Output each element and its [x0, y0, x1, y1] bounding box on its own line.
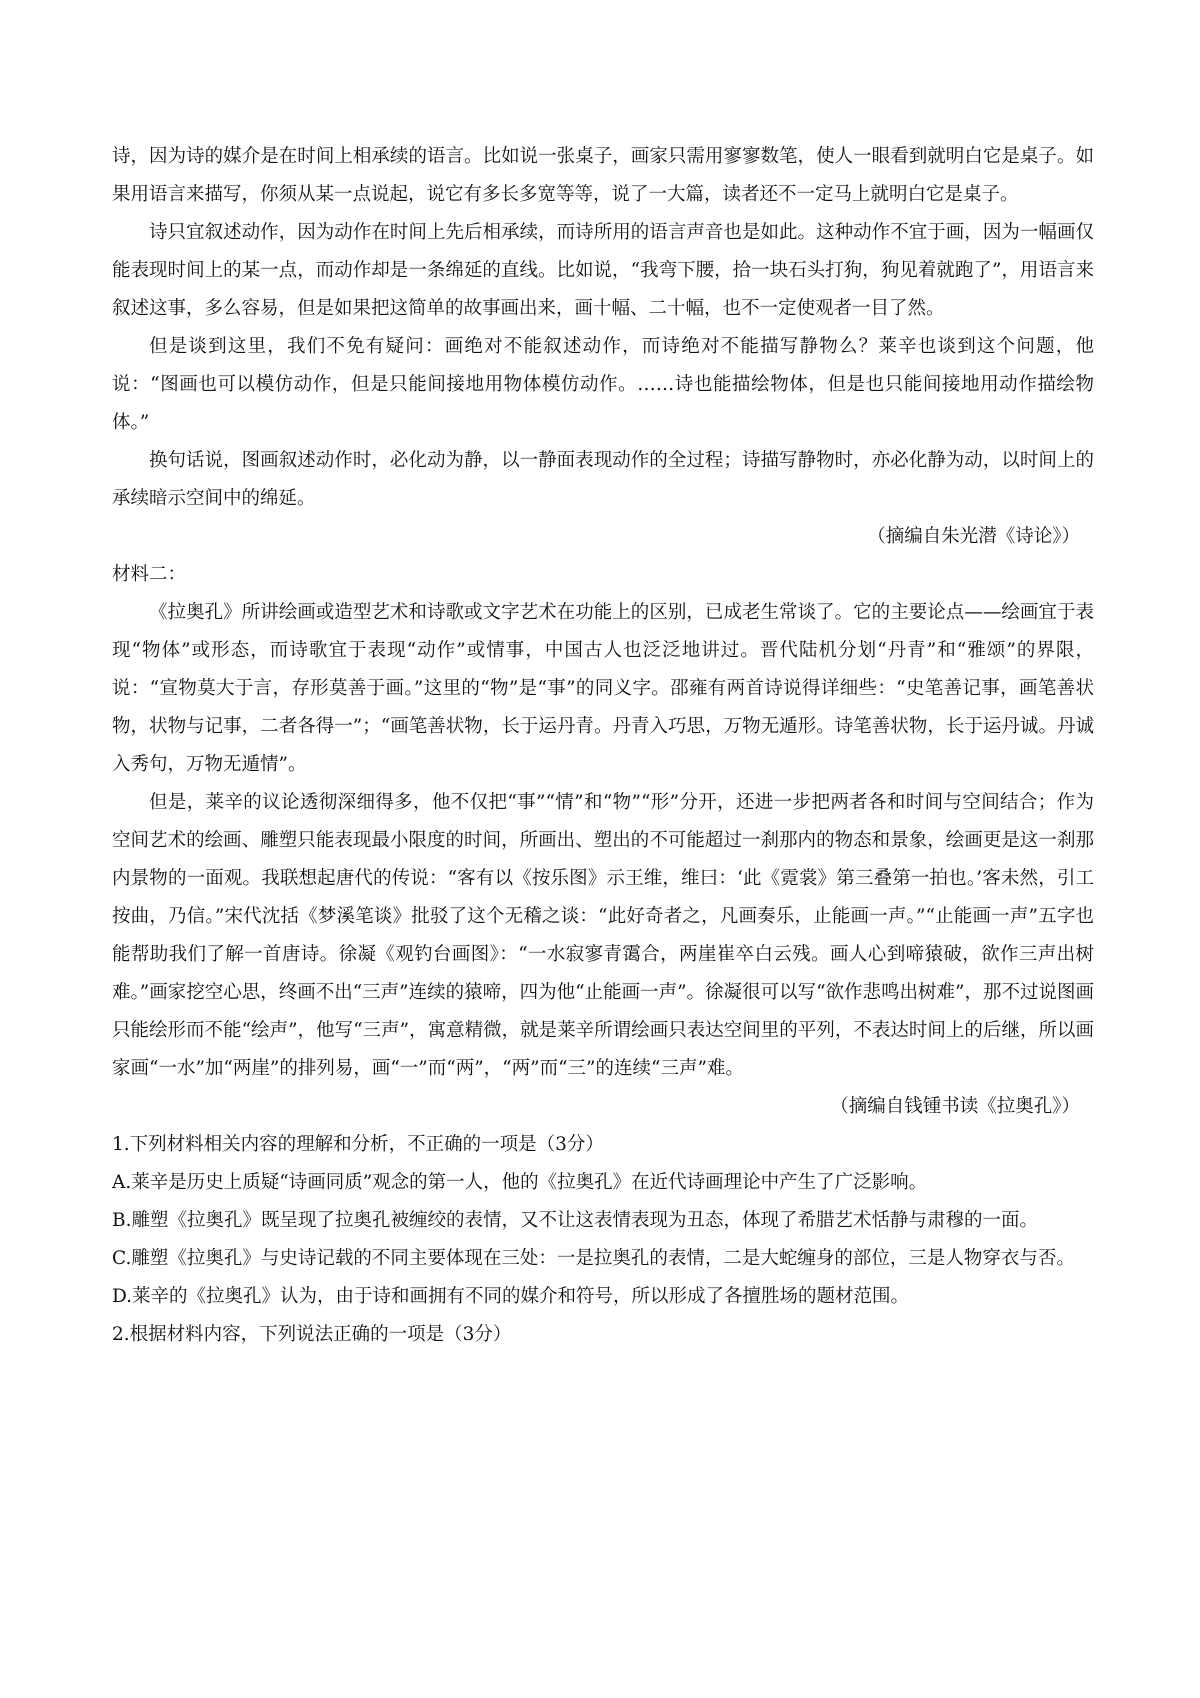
material2-source: （摘编自钱锺书读《拉奥孔》）: [830, 1096, 1080, 1117]
question1-option-c: C.雕塑《拉奥孔》与史诗记载的不同主要体现在三处：一是拉奥孔的表情，二是大蛇缠身的部位，三是人物穿衣与否。: [112, 1248, 1075, 1269]
question1-option-a: A.莱辛是历史上质疑“诗画同质”观念的第一人，他的《拉奥孔》在近代诗画理论中产生了广泛影响。: [112, 1172, 928, 1193]
question1-stem: 1.下列材料相关内容的理解和分析，不正确的一项是（3分）: [112, 1134, 604, 1155]
material1-paragraph-4: 换句话说，图画叙述动作时，必化动为静，以一静面表现动作的全过程；诗描写静物时，亦必化静为动，以时间上的承续暗示空间中的绵延。: [112, 450, 1094, 509]
material1-paragraph-2: 诗只宜叙述动作，因为动作在时间上先后相承续，而诗所用的语言声音也是如此。这种动作不宜于画，因为一幅画仅能表现时间上的某一点，而动作却是一条绵延的直线。比如说，“我弯下腰，拾一块石头打狗，狗见着就跑了”，用语言来叙述这事，多么容易，但是如果把这简单的故事画出来，画十幅、二十幅，也不一定使观者一目了然。: [112, 222, 1094, 319]
question1-option-b: B.雕塑《拉奥孔》既呈现了拉奥孔被缠绞的表情，又不让这表情表现为丑态，体现了希腊艺术恬静与肃穆的一面。: [112, 1210, 1038, 1231]
question2-stem: 2.根据材料内容，下列说法正确的一项是（3分）: [112, 1324, 512, 1345]
material1-paragraph-3: 但是谈到这里，我们不免有疑问：画绝对不能叙述动作，而诗绝对不能描写静物么？莱辛也谈到这个问题，他说：“图画也可以模仿动作，但是只能间接地用物体模仿动作。……诗也能描绘物体，但是也只能间接地用动作描绘物体。”: [112, 336, 1094, 433]
material1-source: （摘编自朱光潜《诗论》）: [867, 526, 1080, 547]
material2-heading: 材料二：: [112, 564, 187, 585]
question1-option-d: D.莱辛的《拉奥孔》认为，由于诗和画拥有不同的媒介和符号，所以形成了各擅胜场的题材范围。: [112, 1286, 910, 1307]
exam-page: [112, 138, 1094, 1354]
material1-paragraph-1: 诗，因为诗的媒介是在时间上相承续的语言。比如说一张桌子，画家只需用寥寥数笔，使人一眼看到就明白它是桌子。如果用语言来描写，你须从某一点说起，说它有多长多宽等等，说了一大篇，读者还不一定马上就明白它是桌子。: [112, 146, 1094, 205]
material2-paragraph-1: 《拉奥孔》所讲绘画或造型艺术和诗歌或文字艺术在功能上的区别，已成老生常谈了。它的主要论点——绘画宜于表现“物体”或形态，而诗歌宜于表现“动作”或情事，中国古人也泛泛地讲过。晋代陆机分划“丹青”和“雅颂”的界限，说：“宣物莫大于言，存形莫善于画。”这里的“物”是“事”的同义字。邵雍有两首诗说得详细些：“史笔善记事，画笔善状物，状物与记事，二者各得一”；“画笔善状物，长于运丹青。丹青入巧思，万物无遁形。诗笔善状物，长于运丹诚。丹诚入秀句，万物无遁情”。: [112, 602, 1094, 775]
material2-paragraph-2: 但是，莱辛的议论透彻深细得多，他不仅把“事”“情”和“物”“形”分开，还进一步把两者各和时间与空间结合；作为空间艺术的绘画、雕塑只能表现最小限度的时间，所画出、塑出的不可能超过一刹那内的物态和景象，绘画更是这一刹那内景物的一面观。我联想起唐代的传说：“客有以《按乐图》示王维，维曰：‘此《霓裳》第三叠第一拍也。’客未然，引工按曲，乃信。”宋代沈括《梦溪笔谈》批驳了这个无稽之谈：“此好奇者之，凡画奏乐，止能画一声。”“止能画一声”五字也能帮助我们了解一首唐诗。徐凝《观钓台画图》：“一水寂寥青霭合，两崖崔卒白云残。画人心到啼猿破，欲作三声出树难。”画家挖空心思，终画不出“三声”连续的猿啼，四为他“止能画一声”。徐凝很可以写“欲作悲鸣出树难”，那不过说图画只能绘形而不能“绘声”，他写“三声”，寓意精微，就是莱辛所谓绘画只表达空间里的平列，不表达时间上的后继，所以画家画“一水”加“两崖”的排列易，画“一”而“两”，“两”而“三”的连续“三声”难。: [112, 792, 1094, 1079]
